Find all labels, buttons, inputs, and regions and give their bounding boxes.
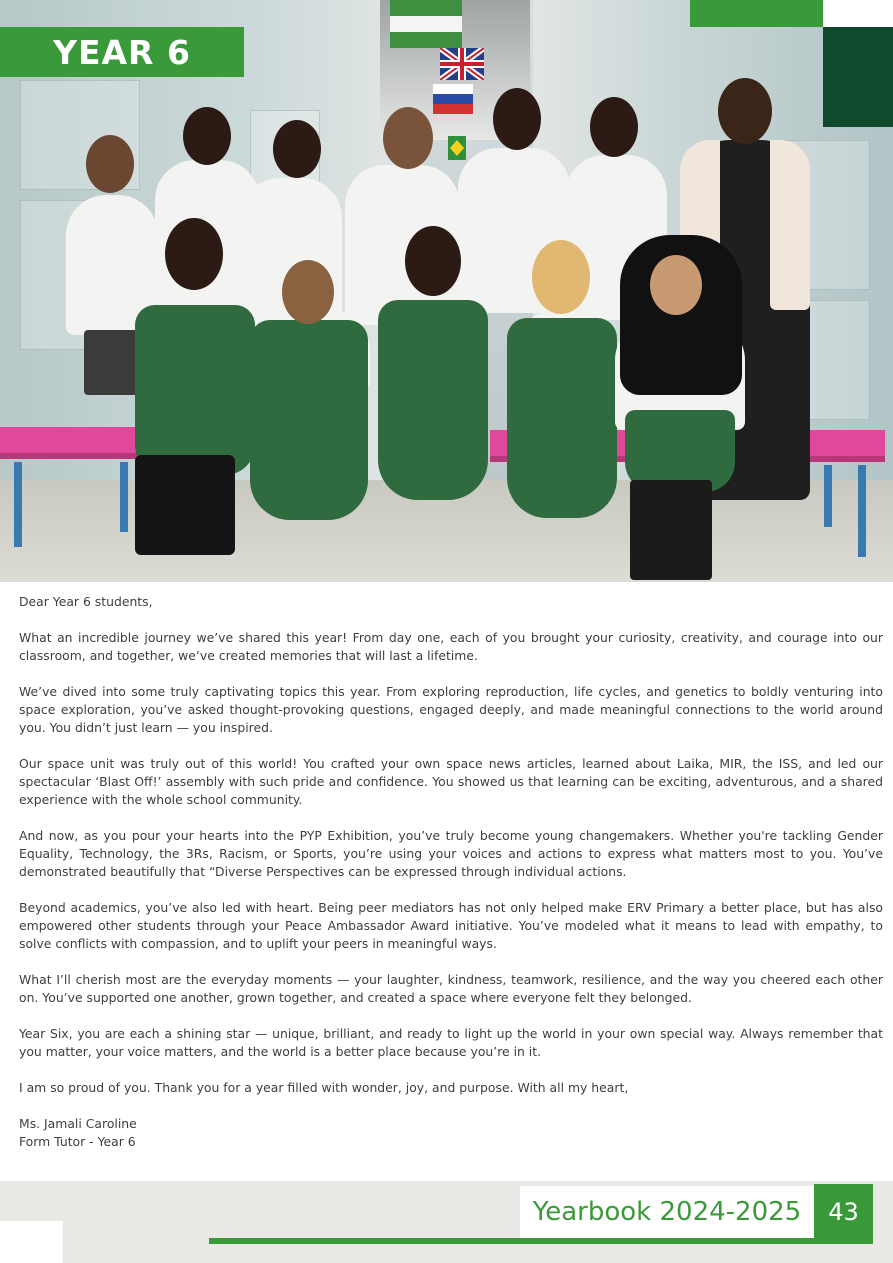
- flag-icon: [433, 84, 473, 114]
- student-head: [590, 97, 638, 157]
- teacher-head: [718, 78, 772, 144]
- class-photo: [0, 0, 893, 582]
- letter-paragraph: I am so proud of you. Thank you for a year filled with wonder, joy, and purpose. With all my heart,: [19, 1080, 629, 1095]
- page-number-box: [814, 1184, 873, 1240]
- student-leggings: [135, 455, 235, 555]
- student-head: [165, 218, 223, 290]
- footer-corner-block: [0, 1221, 63, 1263]
- footer-rule: [209, 1238, 873, 1244]
- bench-leg: [14, 462, 22, 547]
- corner-accent-white: [823, 0, 893, 27]
- student-head: [532, 240, 590, 314]
- letter-paragraph: What an incredible journey we’ve shared this year! From day one, each of you brought your curiosity, creativity, and courage into our classroom, and together, we’ve created memories that will last a lifetime.: [19, 630, 883, 663]
- student-head: [86, 135, 134, 193]
- student-head: [282, 260, 334, 324]
- year-banner: [0, 27, 244, 77]
- letter-paragraph: Our space unit was truly out of this world! You crafted your own space news articles, learned about Laika, MIR, the ISS, and led our spectacular ‘Blast Off!’ assembly with such pride and confidence. You showed us that learning can be exciting, adventurous, and a shared experience with the whole school community.: [19, 756, 883, 807]
- signature-name: Ms. Jamali Caroline: [19, 1116, 137, 1131]
- student-dress: [135, 305, 255, 475]
- student-head: [183, 107, 231, 165]
- flag-icon: [390, 0, 462, 48]
- bench-leg: [858, 465, 866, 557]
- letter-body: [19, 593, 883, 1151]
- bench: [0, 427, 145, 459]
- letter-paragraph: Year Six, you are each a shining star — unique, brilliant, and ready to light up the world in your own special way. Always remember that you matter, your voice matters, and the world is a better place because you’re in it.: [19, 1026, 883, 1059]
- student-dress: [378, 300, 488, 500]
- year-title: YEAR 6: [53, 32, 191, 72]
- flag-icon: [448, 136, 466, 160]
- yearbook-label: Yearbook 2024-2025: [532, 1197, 802, 1227]
- letter-paragraph: Beyond academics, you’ve also led with heart. Being peer mediators has not only helped make ERV Primary a better place, but has also empowered other students through your Peace Ambassador Award initiative. You’ve modeled what it means to lead with empathy, to solve conflicts with compassion, and to uplift your peers in meaningful ways.: [19, 900, 883, 951]
- student-head: [383, 107, 433, 169]
- signature-role: Form Tutor - Year 6: [19, 1134, 136, 1149]
- yearbook-label-box: [520, 1186, 814, 1238]
- letter-paragraph: And now, as you pour your hearts into the PYP Exhibition, you’ve truly become young changemakers. Whether you're tackling Gender Equality, Technology, the 3Rs, Racism, or Sports, you’re using your voices and actions to express what matters most to you. You’ve demonstrated beautifully that “Diverse Perspectives can be expressed through individual actions.: [19, 828, 883, 879]
- corner-accent-dark: [823, 27, 893, 127]
- student-dress: [250, 320, 368, 520]
- letter-salutation: Dear Year 6 students,: [19, 594, 153, 609]
- student-trousers: [630, 480, 712, 580]
- student-head: [405, 226, 461, 296]
- letter-paragraph: We’ve dived into some truly captivating topics this year. From exploring reproduction, life cycles, and genetics to boldly venturing into space exploration, you’ve asked thought-provoking questions, engaged deeply, and made meaningful connections to the world around you. You didn’t just learn — you inspired.: [19, 684, 883, 735]
- teacher-jacket: [770, 140, 810, 310]
- uk-flag-icon: [440, 48, 484, 80]
- bench-leg: [120, 462, 128, 532]
- corner-accent-green: [690, 0, 823, 27]
- student-head: [493, 88, 541, 150]
- student-face: [650, 255, 702, 315]
- bench-leg: [824, 465, 832, 527]
- student-shorts: [84, 330, 140, 395]
- student-head: [273, 120, 321, 178]
- letter-paragraph: What I’ll cherish most are the everyday moments — your laughter, kindness, teamwork, resilience, and the way you cheered each other on. You’ve supported one another, grown together, and created a space where everyone felt they belonged.: [19, 972, 883, 1005]
- student-dress: [507, 318, 617, 518]
- page-number: 43: [828, 1198, 859, 1226]
